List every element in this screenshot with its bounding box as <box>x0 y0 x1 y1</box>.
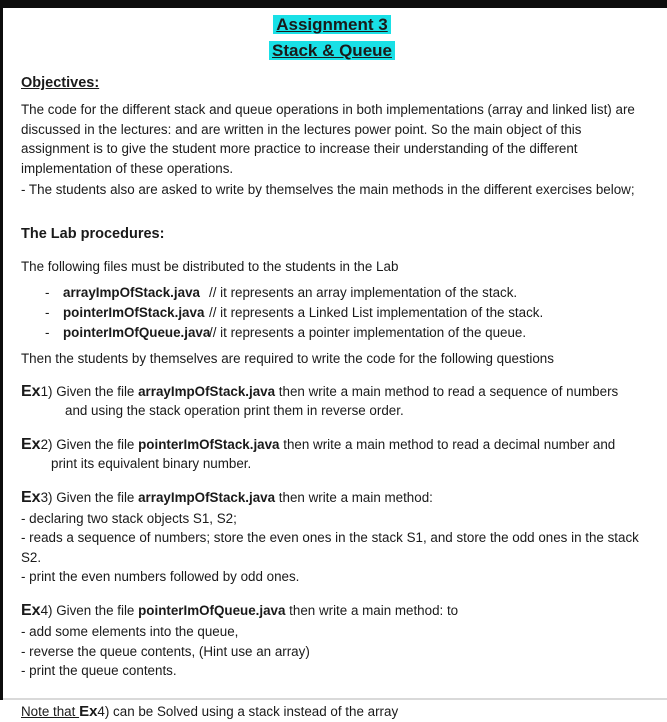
file-list-item <box>21 283 643 303</box>
exercise-2 <box>21 435 643 474</box>
bullet-dash: - <box>45 324 50 340</box>
ex4-detail-line: - print the queue contents. <box>21 662 177 678</box>
file-list-item <box>21 323 643 343</box>
objectives-note: - The students also are asked to write by themselves the main methods in the different exercises below; <box>21 182 635 198</box>
exercise-1 <box>21 382 643 421</box>
window-top-bar <box>0 0 667 8</box>
ex3-detail-line: - print the even numbers followed by odd ones. <box>21 569 300 585</box>
ex4-number: 4) <box>40 602 53 618</box>
ex3-text-pre: Given the file <box>52 489 139 505</box>
title-row-2 <box>21 38 643 64</box>
objectives-heading: Objectives: <box>21 75 100 91</box>
file-list-item <box>21 303 643 323</box>
file-comment: // it represents a pointer implementation of the queue. <box>209 324 527 340</box>
ex1-label: Ex <box>21 383 41 401</box>
lab-intro: The following files must be distributed to the students in the Lab <box>21 258 399 274</box>
title-row-1 <box>21 12 643 38</box>
objectives-body: The code for the different stack and queue operations in both implementations (array and linked list) are discussed in the lectures: and are written in the lectures power point. So the main object of this assignment is to give the student more practice to increase their understanding of the different implementation of these operations. <box>21 102 635 176</box>
lab-outro: Then the students by themselves are required to write the code for the following questions <box>21 350 554 366</box>
note-rest-text: 4) can be Solved using a stack instead of the array <box>97 704 399 720</box>
ex4-text-pre: Given the file <box>52 602 139 618</box>
ex4-label: Ex <box>21 601 41 619</box>
ex1-file-name: arrayImpOfStack.java <box>138 384 276 400</box>
ex3-number: 3) <box>40 489 53 505</box>
doc-title-line2: Stack & Queue <box>269 41 395 60</box>
exercise-4 <box>21 601 643 681</box>
exercise-2-heading <box>21 435 643 454</box>
ex1-continuation: and using the stack operation print them in reverse order. <box>65 403 404 419</box>
exercise-4-details <box>21 622 643 680</box>
file-name: arrayImpOfStack.java <box>63 285 200 301</box>
ex2-continuation: print its equivalent binary number. <box>51 456 252 472</box>
document-page <box>3 8 667 722</box>
exercise-4-heading <box>21 601 643 620</box>
note-ex-label: Ex <box>79 703 98 721</box>
ex4-file-name: pointerImOfQueue.java <box>138 602 286 618</box>
exercise-3 <box>21 488 643 587</box>
file-name: pointerImOfStack.java <box>63 305 205 321</box>
ex4-detail-line: - add some elements into the queue, <box>21 624 239 640</box>
file-list <box>21 283 643 342</box>
footer-note <box>21 702 643 721</box>
ex3-detail-line: - declaring two stack objects S1, S2; <box>21 511 237 527</box>
ex1-number: 1) <box>40 384 53 400</box>
exercise-3-heading <box>21 488 643 507</box>
exercise-1-heading <box>21 382 643 401</box>
file-name: pointerImOfQueue.java <box>63 324 211 340</box>
bullet-dash: - <box>45 285 50 301</box>
title-block <box>21 12 643 64</box>
ex2-text-post: then write a main method to read a decimal number and <box>279 436 616 452</box>
bullet-dash: - <box>45 305 50 321</box>
ex1-text-post: then write a main method to read a sequence of numbers <box>275 384 619 400</box>
ex3-label: Ex <box>21 488 41 506</box>
ex3-file-name: arrayImpOfStack.java <box>138 489 276 505</box>
doc-title-line1: Assignment 3 <box>273 15 390 34</box>
ex3-detail-line: - reads a sequence of numbers; store the even ones in the stack S1, and store the odd ones in the stack S2. <box>21 530 639 565</box>
ex4-detail-line: - reverse the queue contents, (Hint use an array) <box>21 643 310 659</box>
ex2-text-pre: Given the file <box>52 436 139 452</box>
exercise-3-details <box>21 509 643 587</box>
ex4-text-post: then write a main method: to <box>285 602 459 618</box>
note-underlined-text: Note that <box>21 704 80 720</box>
lab-procedures-heading: The Lab procedures: <box>21 226 165 243</box>
file-comment: // it represents a Linked List implementation of the stack. <box>209 305 544 321</box>
ex1-text-pre: Given the file <box>52 384 139 400</box>
ex2-label: Ex <box>21 435 41 453</box>
ex3-text-post: then write a main method: <box>275 489 433 505</box>
ex2-number: 2) <box>40 436 53 452</box>
ex2-file-name: pointerImOfStack.java <box>138 436 280 452</box>
file-comment: // it represents an array implementation of the stack. <box>209 285 518 301</box>
